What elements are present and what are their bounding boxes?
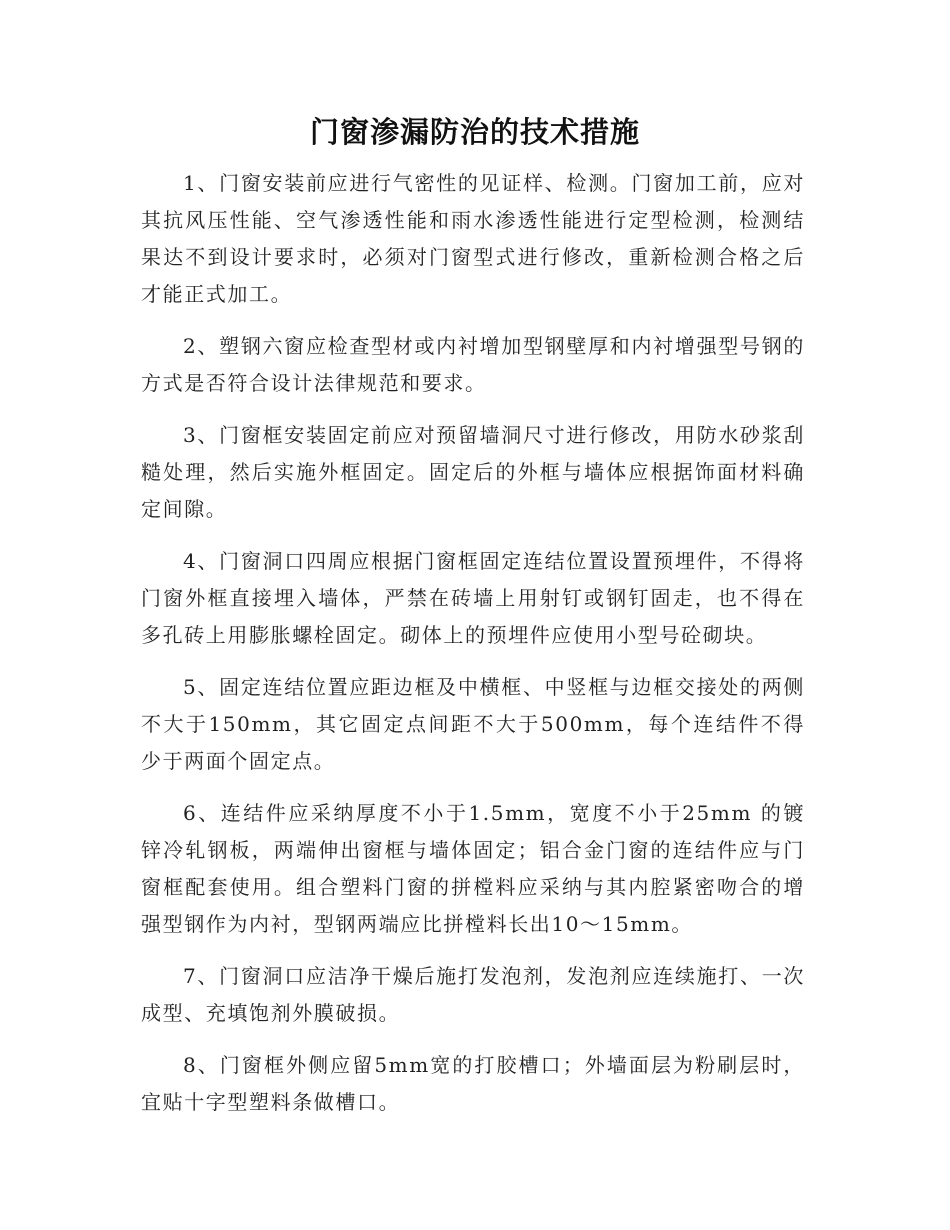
- paragraph-3: 3、门窗框安装固定前应对预留墙洞尺寸进行修改，用防水砂浆刮糙处理，然后实施外框固定。固定后的外框与墙体应根据饰面材料确定间隙。: [141, 423, 805, 521]
- paragraph-4: 4、门窗洞口四周应根据门窗框固定连结位置设置预埋件，不得将门窗外框直接埋入墙体，严禁在砖墙上用射钉或钢钉固走，也不得在多孔砖上用膨胀螺栓固定。砌体上的预埋件应使用小型号砼砌块。: [141, 549, 805, 647]
- document-title: 门窗渗漏防治的技术措施: [309, 115, 640, 149]
- paragraph-8: 8、门窗框外侧应留5mm宽的打胶槽口；外墙面层为粉刷层时，宜贴十字型塑料条做槽口。: [141, 1053, 805, 1114]
- paragraph-5: 5、固定连结位置应距边框及中横框、中竖框与边框交接处的两侧不大于150mm，其它固定点间距不大于500mm，每个连结件不得少于两面个固定点。: [141, 675, 805, 773]
- paragraph-1: 1、门窗安装前应进行气密性的见证样、检测。门窗加工前，应对其抗风压性能、空气渗透性能和雨水渗透性能进行定型检测，检测结果达不到设计要求时，必须对门窗型式进行修改，重新检测合格之后才能正式加工。: [141, 171, 805, 306]
- document-body: [141, 165, 805, 1136]
- paragraph-6: 6、连结件应采纳厚度不小于1.5mm，宽度不小于25mm 的镀锌冷轧钢板，两端伸出窗框与墙体固定；铝合金门窗的连结件应与门窗框配套使用。组合塑料门窗的拼樘料应采纳与其内腔紧密吻合的增强型钢作为内衬，型钢两端应比拼樘料长出10～15mm。: [141, 801, 805, 936]
- paragraph-2: 2、塑钢六窗应检查型材或内衬增加型钢壁厚和内衬增强型号钢的方式是否符合设计法律规范和要求。: [141, 334, 805, 395]
- paragraph-7: 7、门窗洞口应洁净干燥后施打发泡剂，发泡剂应连续施打、一次成型、充填饱剂外膜破损。: [141, 964, 805, 1025]
